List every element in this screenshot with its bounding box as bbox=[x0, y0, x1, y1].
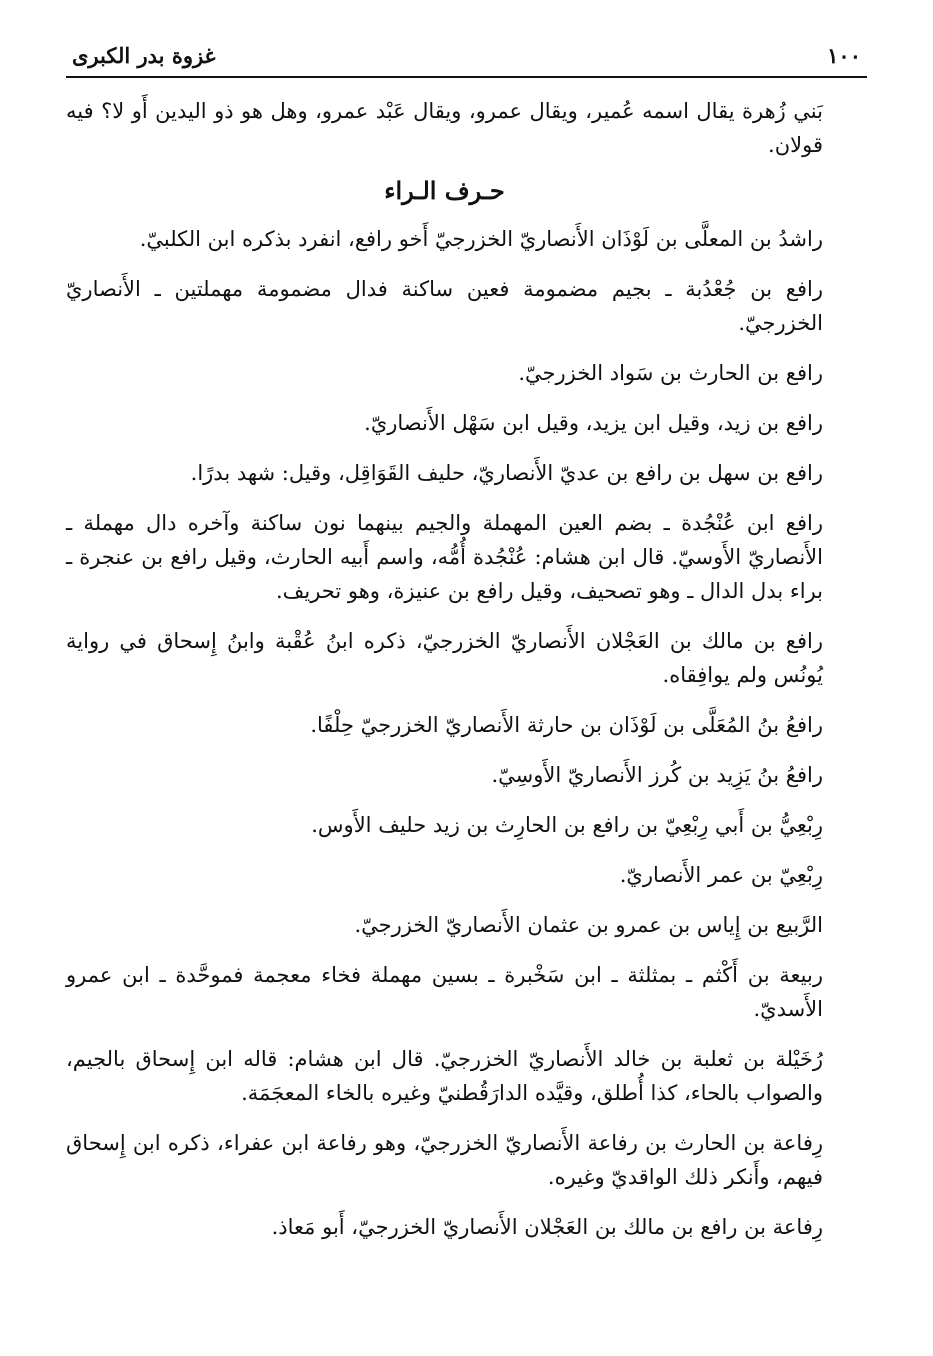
entry: الرَّبيع بن إِياس بن عمرو بن عثمان الأَنصاريّ الخزرجيّ. bbox=[354, 913, 823, 937]
entry: رِفاعة بن الحارث بن رفاعة الأَنصاريّ الخزرجيّ، وهو رفاعة ابن عفراء، ذكره ابن إِسحاق فيهم، وأَنكر ذلك الواقديّ وغيره. bbox=[66, 1131, 823, 1189]
entry: ربيعة بن أَكْثم ـ بمثلثة ـ ابن سَخْبرة ـ بسين مهملة فخاء معجمة فموحَّدة ـ ابن عمرو الأَسديّ. bbox=[66, 963, 823, 1021]
page-body bbox=[66, 94, 823, 1260]
continuation-paragraph: بَني زُهرة يقال اسمه عُمير، ويقال عمرو، ويقال عَبْد عمرو، وهل هو ذو اليدين أَو لا؟ فيه قولان. bbox=[66, 99, 823, 157]
entry: رِبْعِيُّ بن أَبي رِبْعِيّ بن رافع بن الحارِث بن زيد حليف الأَوس. bbox=[311, 813, 823, 837]
entry: رُخَيْلة بن ثعلبة بن خالد الأَنصاريّ الخزرجيّ. قال ابن هشام: قاله ابن إِسحاق بالجيم، والصواب بالحاء، كذا أُطلق، وقيَّده الدارَقُطنيّ وغيره بالخاء المعجَمَة. bbox=[66, 1047, 823, 1105]
entry: رافع بن مالك بن العَجْلان الأَنصاريّ الخزرجيّ، ذكره ابنُ عُقْبة وابنُ إِسحاق في رواية يُونُس ولم يوافِقاه. bbox=[66, 629, 823, 687]
entry: رافعُ بنُ يَزِيد بن كُرز الأَنصاريّ الأَوسِيّ. bbox=[491, 763, 823, 787]
page-number: ١٠٠ bbox=[827, 43, 861, 68]
section-title: حـرف الـراء bbox=[384, 176, 505, 205]
entry: راشدُ بن المعلَّى بن لَوْذَان الأَنصاريّ الخزرجيّ أَخو رافع، انفرد بذكره ابن الكلبيّ. bbox=[139, 227, 823, 251]
entry: رافع بن الحارث بن سَواد الخزرجيّ. bbox=[518, 361, 823, 385]
book-title: غزوة بدر الكبرى bbox=[72, 43, 216, 68]
entry: رِبْعِيّ بن عمر الأَنصاريّ. bbox=[619, 863, 823, 887]
running-header bbox=[66, 38, 867, 78]
entry: رِفاعة بن رافع بن مالك بن العَجْلان الأَنصاريّ الخزرجيّ، أَبو مَعاذ. bbox=[271, 1215, 823, 1239]
entry: رافع بن سهل بن رافع بن عديّ الأَنصاريّ، حليف القَوَاقِل، وقيل: شهد بدرًا. bbox=[190, 461, 823, 485]
entry: رافع ابن عُنْجُدة ـ بضم العين المهملة والجيم بينهما نون ساكنة وآخره دال مهملة ـ الأَنصاريّ الأَوسيّ. قال ابن هشام: عُنْجُدة أُمُّه، واسم أَبيه الحارث، وقيل رافع بن عنجرة ـ براء بدل الدال ـ وهو تصحيف، وقيل رافع بن عنيزة، وهو تحريف. bbox=[66, 511, 823, 603]
entry: رافع بن زيد، وقيل ابن يزيد، وقيل ابن سَهْل الأَنصاريّ. bbox=[364, 411, 823, 435]
entry: رافع بن جُعْدُبة ـ بجيم مضمومة فعين ساكنة فدال مضمومة مهملتين ـ الأَنصاريّ الخزرجيّ. bbox=[66, 277, 823, 335]
entry: رافعُ بنُ المُعَلَّى بن لَوْذَان بن حارثة الأَنصاريّ الخزرجيّ حِلْفًا. bbox=[310, 713, 823, 737]
